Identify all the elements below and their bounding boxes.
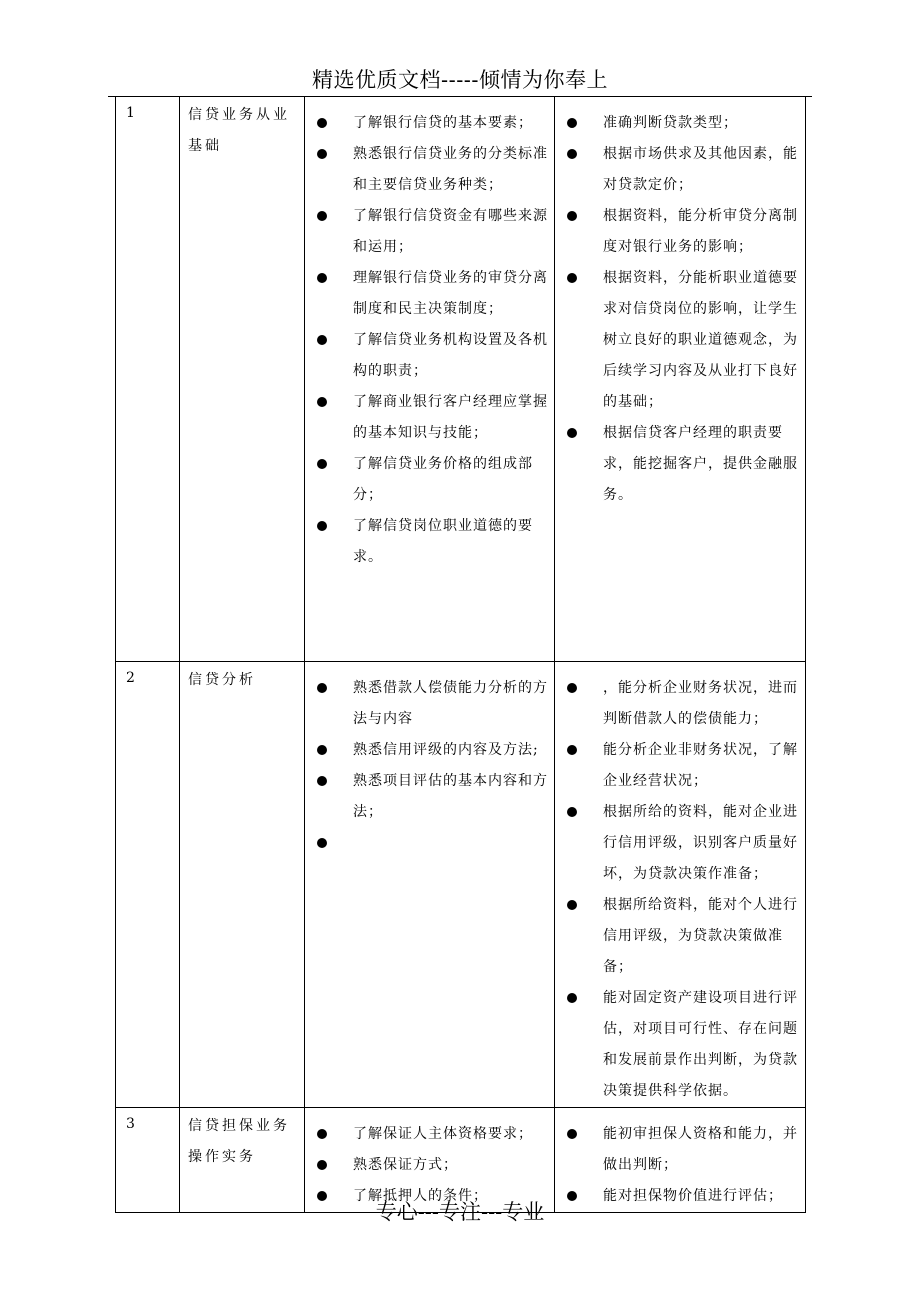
bullet-item xyxy=(313,1150,548,1181)
bullet-text: 根据资料，分能析职业道德要求对信贷岗位的影响，让学生树立良好的职业道德观念，为后续学习内容及从业打下良好的基础； xyxy=(603,270,798,410)
bullet-text: 能对担保物价值进行评估； xyxy=(603,1188,783,1204)
bullet-icon xyxy=(317,118,327,128)
row-number: 1 xyxy=(116,97,180,662)
bullet-icon xyxy=(567,993,577,1003)
course-table xyxy=(115,96,806,1213)
bullet-item xyxy=(313,449,548,511)
bullet-icon xyxy=(317,397,327,407)
bullet-text: 根据所给的资料，能对企业进行信用评级，识别客户质量好坏，为贷款决策作准备； xyxy=(603,804,798,882)
knowledge-cell xyxy=(305,97,555,662)
skill-list xyxy=(563,108,799,511)
row-number: 3 xyxy=(116,1108,180,1213)
row-number: 2 xyxy=(116,662,180,1108)
bullet-item xyxy=(313,766,548,828)
bullet-text: 了解抵押人的条件； xyxy=(353,1188,488,1204)
bullet-item xyxy=(313,263,548,325)
knowledge-cell xyxy=(305,662,555,1108)
bullet-text: 根据所给资料，能对个人进行信用评级，为贷款决策做准备； xyxy=(603,897,798,975)
bullet-icon xyxy=(567,211,577,221)
page-header: 精选优质文档-----倾情为你奉上 xyxy=(312,68,608,92)
bullet-item xyxy=(563,890,799,983)
module-title: 信贷业务从业基础 xyxy=(180,97,305,662)
bullet-text: 熟悉借款人偿债能力分析的方法与内容 xyxy=(353,680,548,727)
bullet-item xyxy=(313,735,548,766)
bullet-item xyxy=(313,201,548,263)
bullet-text: ，能分析企业财务状况，进而判断借款人的偿债能力； xyxy=(603,680,798,727)
bullet-icon xyxy=(317,149,327,159)
bullet-text: 能分析企业非财务状况，了解企业经营状况； xyxy=(603,742,798,789)
bullet-text: 了解信贷业务机构设置及各机构的职责； xyxy=(353,332,548,379)
bullet-text: 根据信贷客户经理的职责要求，能挖掘客户，提供金融服务。 xyxy=(603,425,798,503)
course-table-body xyxy=(116,97,806,1213)
bullet-icon xyxy=(317,211,327,221)
bullet-item xyxy=(563,108,799,139)
bullet-icon xyxy=(317,1129,327,1139)
bullet-icon xyxy=(567,1129,577,1139)
bullet-text: 了解信贷岗位职业道德的要求。 xyxy=(353,518,533,565)
bullet-text: 能初审担保人资格和能力，并做出判断； xyxy=(603,1126,798,1173)
bullet-icon xyxy=(317,1160,327,1170)
bullet-item xyxy=(563,139,799,201)
bullet-text: 熟悉银行信贷业务的分类标准和主要信贷业务种类； xyxy=(353,146,548,193)
skill-cell xyxy=(555,662,806,1108)
module-title: 信贷担保业务操作实务 xyxy=(180,1108,305,1213)
bullet-text: 了解银行信贷的基本要素； xyxy=(353,115,533,131)
bullet-item xyxy=(313,673,548,735)
bullet-icon xyxy=(317,459,327,469)
bullet-text: 了解保证人主体资格要求； xyxy=(353,1126,533,1142)
bullet-item xyxy=(563,1119,799,1181)
bullet-icon xyxy=(567,900,577,910)
knowledge-list xyxy=(313,108,548,573)
bullet-item xyxy=(563,797,799,890)
bullet-text: 了解信贷业务价格的组成部分； xyxy=(353,456,533,503)
table-row xyxy=(116,662,806,1108)
bullet-text: 能对固定资产建设项目进行评估，对项目可行性、存在问题和发展前景作出判断，为贷款决策提供科学依据。 xyxy=(603,990,798,1099)
bullet-icon xyxy=(567,428,577,438)
bullet-item xyxy=(563,983,799,1107)
bullet-icon xyxy=(567,118,577,128)
bullet-icon xyxy=(567,149,577,159)
bullet-item xyxy=(563,263,799,418)
bullet-text: 熟悉项目评估的基本内容和方法； xyxy=(353,773,548,820)
bullet-text: 了解商业银行客户经理应掌握的基本知识与技能； xyxy=(353,394,548,441)
module-title: 信贷分析 xyxy=(180,662,305,1108)
bullet-item xyxy=(563,418,799,511)
bullet-item xyxy=(313,511,548,573)
bullet-text: 根据资料，能分析审贷分离制度对银行业务的影响； xyxy=(603,208,798,255)
bullet-text: 根据市场供求及其他因素，能对贷款定价； xyxy=(603,146,798,193)
bullet-icon xyxy=(317,683,327,693)
bullet-item xyxy=(563,201,799,263)
bullet-item xyxy=(313,139,548,201)
bullet-icon xyxy=(317,521,327,531)
bullet-text: 熟悉保证方式； xyxy=(353,1157,458,1173)
bullet-icon xyxy=(317,273,327,283)
knowledge-list xyxy=(313,673,548,828)
bullet-text: 准确判断贷款类型； xyxy=(603,115,738,131)
bullet-icon xyxy=(567,683,577,693)
page-footer: 专心---专注---专业 xyxy=(375,1200,545,1224)
bullet-text: 理解银行信贷业务的审贷分离制度和民主决策制度； xyxy=(353,270,548,317)
bullet-text: 了解银行信贷资金有哪些来源和运用； xyxy=(353,208,548,255)
bullet-icon xyxy=(317,335,327,345)
bullet-item xyxy=(313,1119,548,1150)
skill-cell xyxy=(555,97,806,662)
table-row xyxy=(116,97,806,662)
bullet-icon xyxy=(567,273,577,283)
bullet-item xyxy=(313,325,548,387)
bullet-item xyxy=(563,735,799,797)
bullet-icon xyxy=(317,776,327,786)
bullet-icon xyxy=(567,745,577,755)
bullet-text: 熟悉信用评级的内容及方法; xyxy=(353,742,539,758)
skill-list xyxy=(563,673,799,1107)
bullet-icon xyxy=(317,745,327,755)
bullet-icon xyxy=(317,838,327,848)
bullet-item xyxy=(313,108,548,139)
bullet-icon xyxy=(567,807,577,817)
bullet-item xyxy=(313,387,548,449)
bullet-item xyxy=(563,673,799,735)
